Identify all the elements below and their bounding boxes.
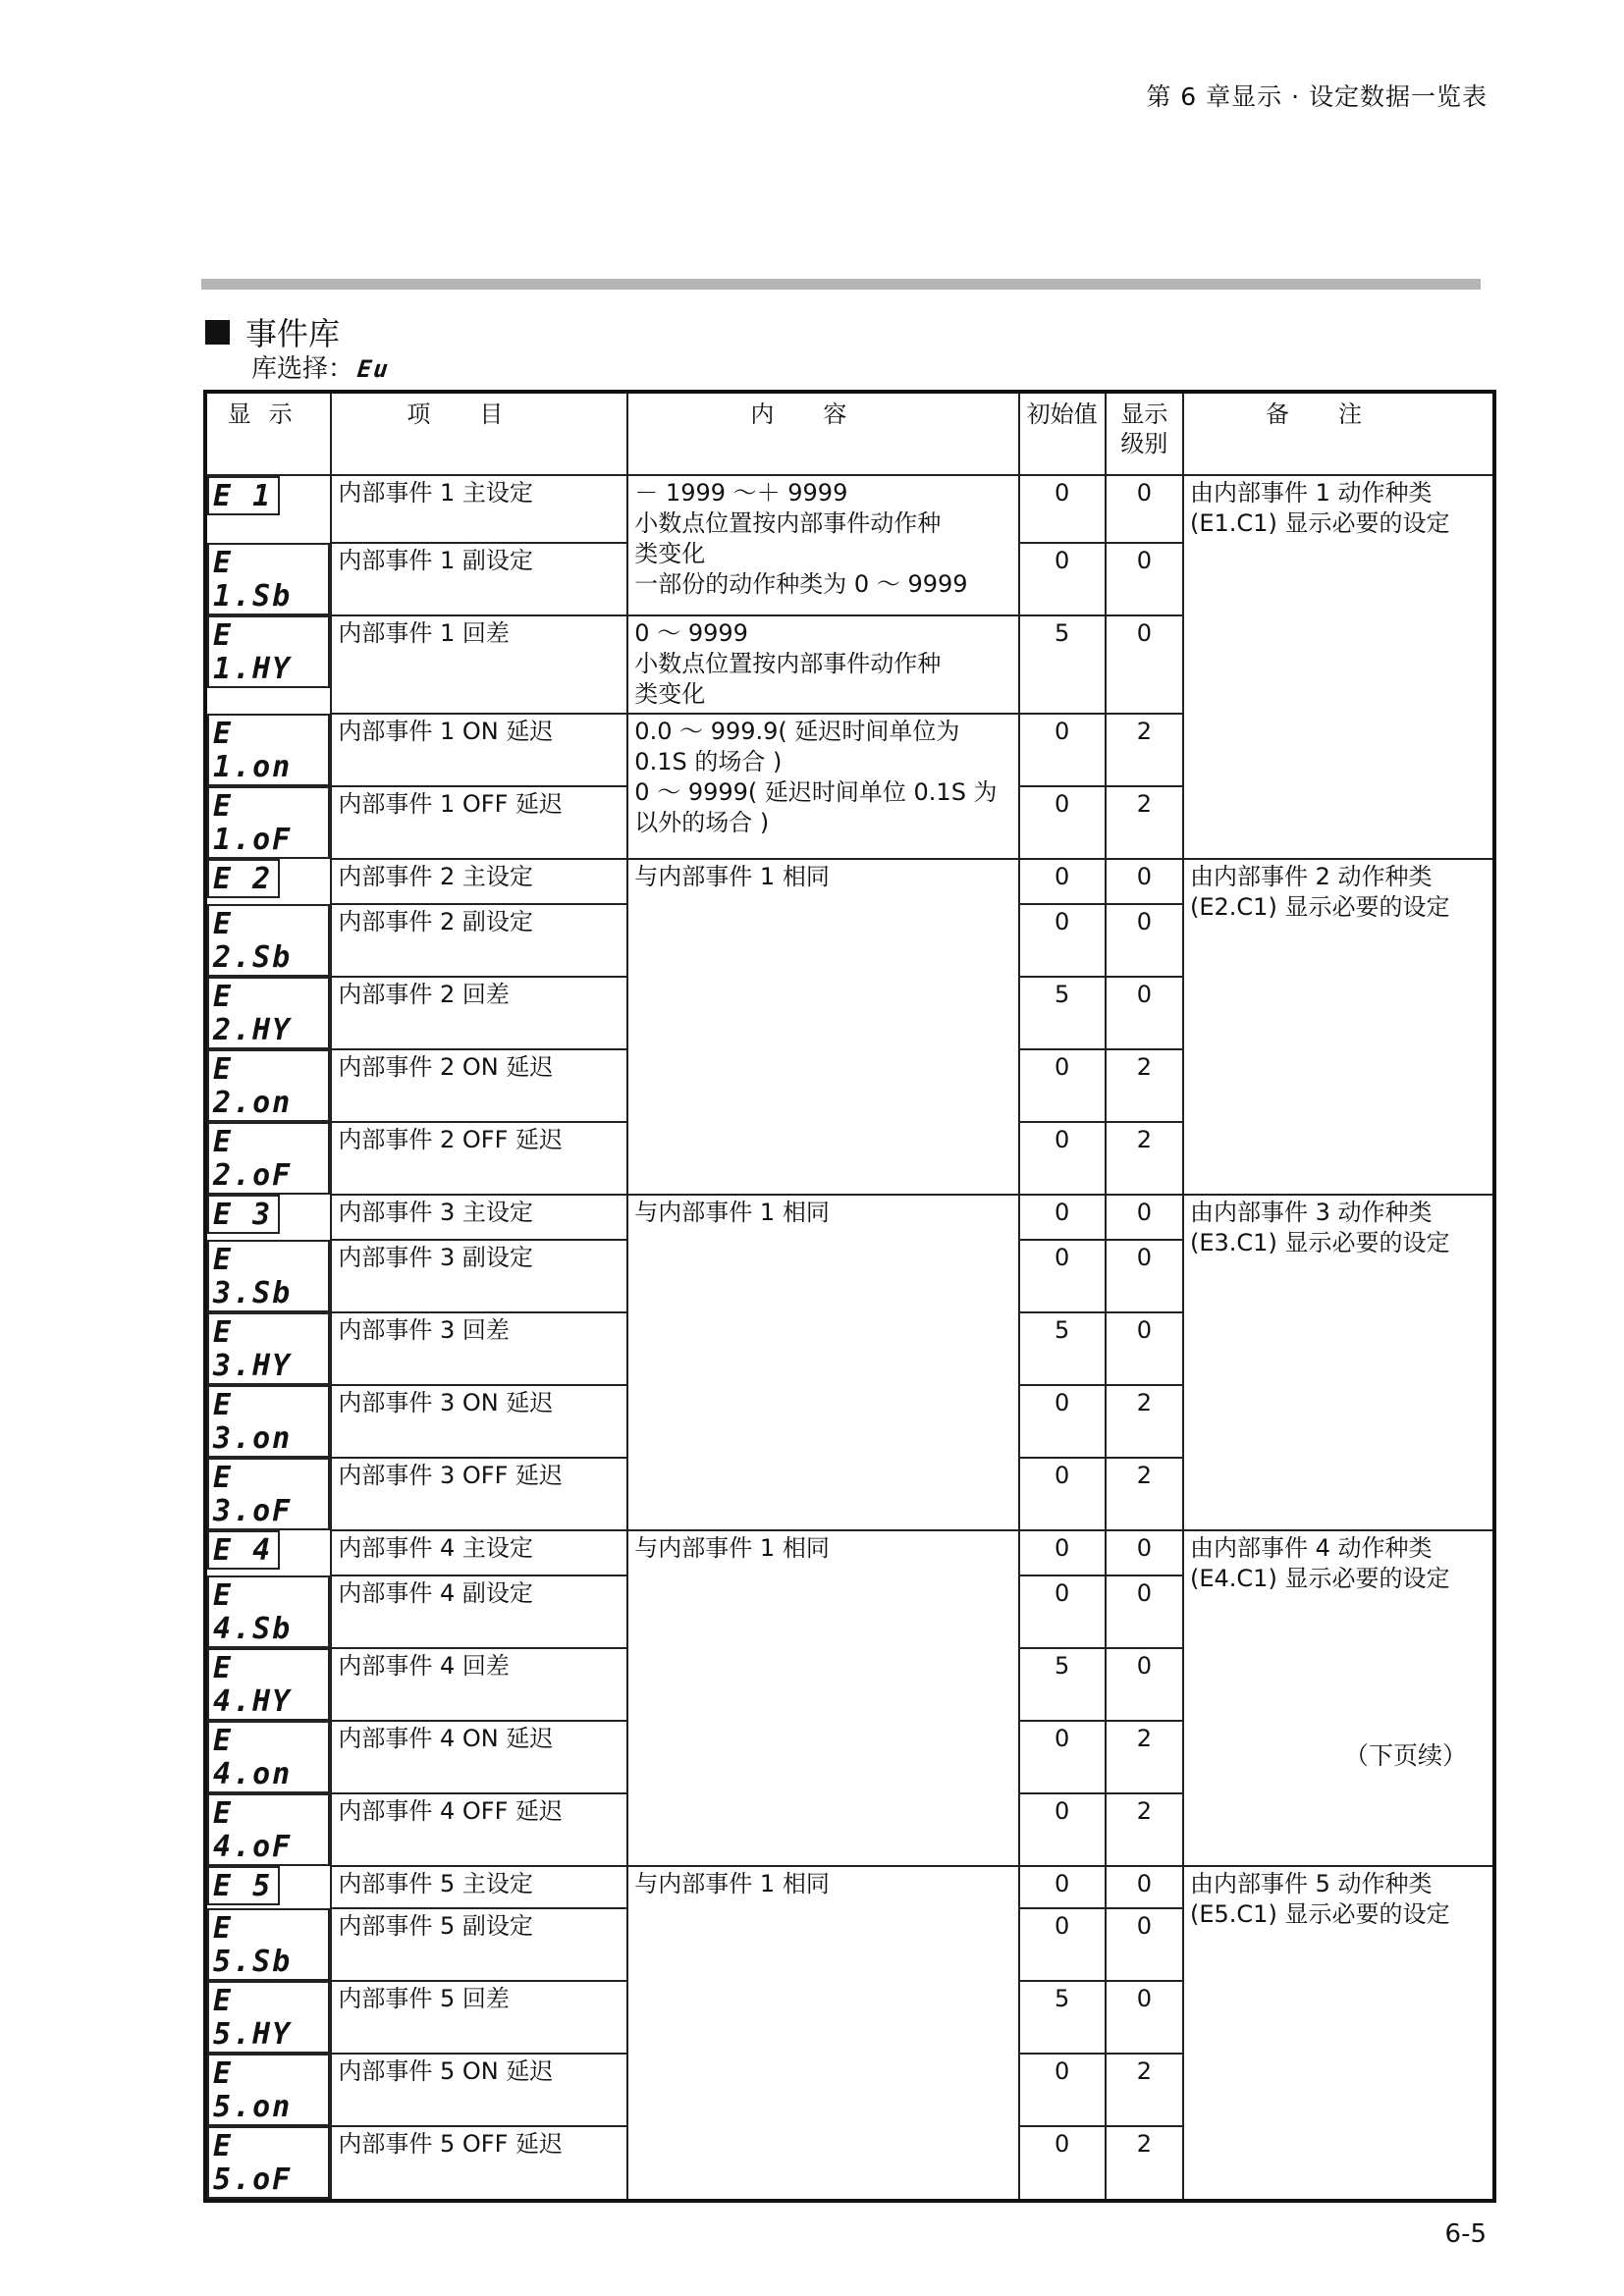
- display-level: 0: [1106, 615, 1183, 714]
- event-bank-table: [203, 390, 1496, 2203]
- initial-value: 0: [1019, 1049, 1106, 1122]
- display-level: 2: [1106, 1049, 1183, 1122]
- display-code: E 3.HY: [207, 1312, 330, 1385]
- item-cell: 内部事件 5 主设定: [331, 1866, 627, 1908]
- item-cell: 内部事件 5 副设定: [331, 1908, 627, 1981]
- initial-value: 5: [1019, 977, 1106, 1049]
- display-level: 2: [1106, 2054, 1183, 2126]
- content-cell: 与内部事件 1 相同: [627, 859, 1018, 1195]
- col-header-level: [1106, 392, 1183, 475]
- display-code: E 1.on: [207, 714, 330, 786]
- display-level: 0: [1106, 475, 1183, 543]
- display-level: 0: [1106, 1866, 1183, 1908]
- item-cell: 内部事件 1 回差: [331, 615, 627, 714]
- display-code: E 2: [207, 859, 280, 898]
- display-level: 2: [1106, 786, 1183, 859]
- display-code: E 4: [207, 1530, 280, 1570]
- display-code: E 5.on: [207, 2054, 330, 2126]
- item-cell: 内部事件 4 副设定: [331, 1575, 627, 1648]
- display-level: 0: [1106, 1312, 1183, 1385]
- content-cell: － 1999 ～＋ 9999 小数点位置按内部事件动作种 类变化 一部份的动作种类为 0 ～ 9999: [627, 475, 1018, 615]
- display-code: E 2.Sb: [207, 904, 330, 977]
- item-cell: 内部事件 1 副设定: [331, 543, 627, 615]
- initial-value: 0: [1019, 1530, 1106, 1575]
- item-cell: 内部事件 5 ON 延迟: [331, 2054, 627, 2126]
- initial-value: 0: [1019, 1240, 1106, 1312]
- display-code: E 3.oF: [207, 1458, 330, 1530]
- initial-value: 0: [1019, 475, 1106, 543]
- display-code: E 2.on: [207, 1049, 330, 1122]
- item-cell: 内部事件 4 回差: [331, 1648, 627, 1721]
- display-code: E 3: [207, 1195, 280, 1234]
- display-level: 0: [1106, 543, 1183, 615]
- col-header-content: 内容: [627, 392, 1018, 475]
- initial-value: 0: [1019, 1866, 1106, 1908]
- display-level: 2: [1106, 1122, 1183, 1195]
- item-cell: 内部事件 1 ON 延迟: [331, 714, 627, 786]
- display-code: E 4.HY: [207, 1648, 330, 1721]
- display-code: E 1.oF: [207, 786, 330, 859]
- display-code: E 3.Sb: [207, 1240, 330, 1312]
- display-level: 0: [1106, 977, 1183, 1049]
- item-cell: 内部事件 2 OFF 延迟: [331, 1122, 627, 1195]
- initial-value: 0: [1019, 1721, 1106, 1793]
- display-code: E 1.HY: [207, 615, 330, 688]
- table-row: [205, 1530, 1494, 1575]
- content-cell: 与内部事件 1 相同: [627, 1530, 1018, 1866]
- table-row: [205, 1195, 1494, 1240]
- display-code: E 4.oF: [207, 1793, 330, 1866]
- initial-value: 5: [1019, 1648, 1106, 1721]
- content-cell: 与内部事件 1 相同: [627, 1866, 1018, 2201]
- display-code: E 2.HY: [207, 977, 330, 1049]
- item-cell: 内部事件 3 回差: [331, 1312, 627, 1385]
- display-code: E 5: [207, 1866, 280, 1905]
- col-header-note: 备注: [1183, 392, 1494, 475]
- initial-value: 0: [1019, 1195, 1106, 1240]
- initial-value: 5: [1019, 1312, 1106, 1385]
- display-code: E 3.on: [207, 1385, 330, 1458]
- item-cell: 内部事件 3 OFF 延迟: [331, 1458, 627, 1530]
- initial-value: 0: [1019, 1908, 1106, 1981]
- item-cell: 内部事件 4 OFF 延迟: [331, 1793, 627, 1866]
- initial-value: 5: [1019, 1981, 1106, 2054]
- black-square-icon: [205, 320, 230, 345]
- display-level: 2: [1106, 714, 1183, 786]
- col-header-initial: 初始值: [1019, 392, 1106, 475]
- initial-value: 5: [1019, 615, 1106, 714]
- display-level: 0: [1106, 1530, 1183, 1575]
- initial-value: 0: [1019, 2126, 1106, 2201]
- item-cell: 内部事件 2 副设定: [331, 904, 627, 977]
- display-code: E 2.oF: [207, 1122, 330, 1195]
- display-level: 0: [1106, 1575, 1183, 1648]
- display-level: 0: [1106, 1240, 1183, 1312]
- table-header-row: [205, 392, 1494, 475]
- item-cell: 内部事件 5 回差: [331, 1981, 627, 2054]
- item-cell: 内部事件 3 主设定: [331, 1195, 627, 1240]
- col-header-display: 显示: [205, 392, 331, 475]
- table-row: [205, 475, 1494, 543]
- col-header-item: 项目: [331, 392, 627, 475]
- page-header: 第 6 章显示 · 设定数据一览表: [1146, 82, 1488, 111]
- display-level: 2: [1106, 2126, 1183, 2201]
- bank-select: [251, 348, 390, 385]
- item-cell: 内部事件 4 ON 延迟: [331, 1721, 627, 1793]
- note-cell: 由内部事件 2 动作种类 (E2.C1) 显示必要的设定: [1183, 859, 1494, 1195]
- item-cell: 内部事件 2 回差: [331, 977, 627, 1049]
- content-cell: 与内部事件 1 相同: [627, 1195, 1018, 1530]
- item-cell: 内部事件 1 OFF 延迟: [331, 786, 627, 859]
- section-title-text: 事件库: [245, 315, 341, 352]
- item-cell: 内部事件 5 OFF 延迟: [331, 2126, 627, 2201]
- display-code: E 4.on: [207, 1721, 330, 1793]
- initial-value: 0: [1019, 2054, 1106, 2126]
- col-header-level-line1: 显示: [1120, 400, 1168, 428]
- initial-value: 0: [1019, 543, 1106, 615]
- initial-value: 0: [1019, 904, 1106, 977]
- page-number: 6-5: [1444, 2219, 1487, 2249]
- continued-note: （下页续）: [1343, 1741, 1467, 1770]
- item-cell: 内部事件 2 主设定: [331, 859, 627, 904]
- display-level: 2: [1106, 1793, 1183, 1866]
- display-level: 0: [1106, 1908, 1183, 1981]
- initial-value: 0: [1019, 859, 1106, 904]
- content-cell: 0.0 ～ 999.9( 延迟时间单位为 0.1S 的场合 ) 0 ～ 9999( 延迟时间单位 0.1S 为 以外的场合 ): [627, 714, 1018, 859]
- content-cell: 0 ～ 9999 小数点位置按内部事件动作种 类变化: [627, 615, 1018, 714]
- display-level: 0: [1106, 1648, 1183, 1721]
- section-divider: [201, 279, 1481, 290]
- display-level: 2: [1106, 1385, 1183, 1458]
- display-code: E 5.oF: [207, 2126, 330, 2199]
- display-level: 2: [1106, 1458, 1183, 1530]
- bank-select-code: Eu: [355, 355, 392, 383]
- display-level: 2: [1106, 1721, 1183, 1793]
- display-code: E 1: [207, 476, 280, 515]
- initial-value: 0: [1019, 1122, 1106, 1195]
- display-level: 0: [1106, 859, 1183, 904]
- initial-value: 0: [1019, 1458, 1106, 1530]
- note-cell: 由内部事件 4 动作种类 (E4.C1) 显示必要的设定: [1183, 1530, 1494, 1866]
- initial-value: 0: [1019, 1385, 1106, 1458]
- display-code: E 4.Sb: [207, 1575, 330, 1648]
- initial-value: 0: [1019, 786, 1106, 859]
- col-header-level-line2: 级别: [1120, 430, 1168, 457]
- item-cell: 内部事件 4 主设定: [331, 1530, 627, 1575]
- item-cell: 内部事件 3 副设定: [331, 1240, 627, 1312]
- item-cell: 内部事件 2 ON 延迟: [331, 1049, 627, 1122]
- table-row: [205, 1866, 1494, 1908]
- display-level: 0: [1106, 1981, 1183, 2054]
- item-cell: 内部事件 1 主设定: [331, 475, 627, 543]
- table-row: [205, 859, 1494, 904]
- initial-value: 0: [1019, 1575, 1106, 1648]
- initial-value: 0: [1019, 714, 1106, 786]
- bank-select-label: 库选择：: [251, 354, 354, 384]
- display-code: E 5.HY: [207, 1981, 330, 2054]
- note-cell: 由内部事件 3 动作种类 (E3.C1) 显示必要的设定: [1183, 1195, 1494, 1530]
- display-code: E 1.Sb: [207, 543, 330, 615]
- note-cell: 由内部事件 5 动作种类 (E5.C1) 显示必要的设定: [1183, 1866, 1494, 2201]
- item-cell: 内部事件 3 ON 延迟: [331, 1385, 627, 1458]
- display-level: 0: [1106, 904, 1183, 977]
- initial-value: 0: [1019, 1793, 1106, 1866]
- display-level: 0: [1106, 1195, 1183, 1240]
- display-code: E 5.Sb: [207, 1908, 330, 1981]
- note-cell: 由内部事件 1 动作种类 (E1.C1) 显示必要的设定: [1183, 475, 1494, 859]
